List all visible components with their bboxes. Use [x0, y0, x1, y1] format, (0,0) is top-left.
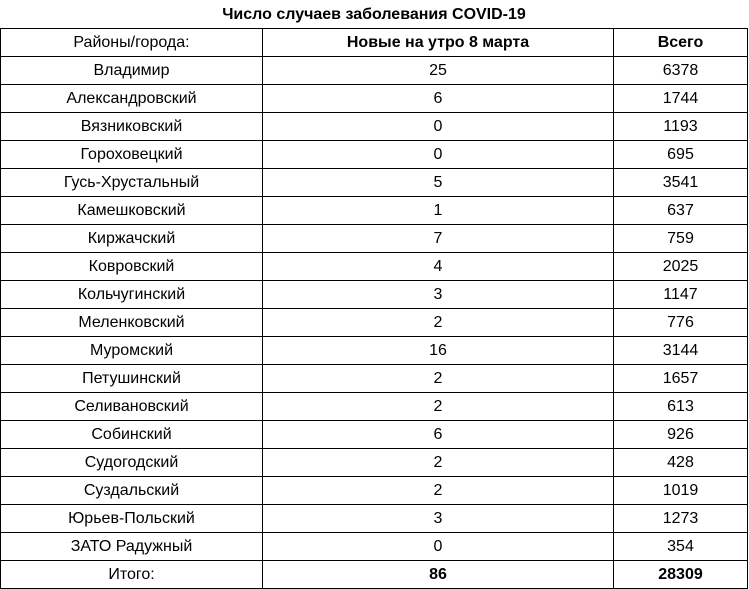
total-cases: 3541	[614, 169, 748, 197]
table-row	[1, 281, 748, 309]
table-row	[1, 57, 748, 85]
total-cases: 759	[614, 225, 748, 253]
table-row	[1, 421, 748, 449]
new-cases: 2	[263, 309, 614, 337]
table-row	[1, 225, 748, 253]
table-row	[1, 393, 748, 421]
header-new-cases: Новые на утро 8 марта	[263, 29, 614, 57]
district-name: Муромский	[1, 337, 263, 365]
total-cases: 613	[614, 393, 748, 421]
district-name: Вязниковский	[1, 113, 263, 141]
total-all-cases: 28309	[614, 561, 748, 589]
total-label: Итого:	[1, 561, 263, 589]
district-name: Меленковский	[1, 309, 263, 337]
district-name: Селивановский	[1, 393, 263, 421]
header-district: Районы/города:	[1, 29, 263, 57]
total-cases: 695	[614, 141, 748, 169]
district-name: Собинский	[1, 421, 263, 449]
title-row	[1, 2, 748, 29]
total-cases: 1744	[614, 85, 748, 113]
new-cases: 2	[263, 477, 614, 505]
table-row	[1, 505, 748, 533]
table-row	[1, 197, 748, 225]
table-row	[1, 113, 748, 141]
district-name: Гороховецкий	[1, 141, 263, 169]
total-cases: 6378	[614, 57, 748, 85]
total-cases: 3144	[614, 337, 748, 365]
total-cases: 1019	[614, 477, 748, 505]
new-cases: 6	[263, 85, 614, 113]
total-cases: 428	[614, 449, 748, 477]
district-name: ЗАТО Радужный	[1, 533, 263, 561]
district-name: Кольчугинский	[1, 281, 263, 309]
district-name: Владимир	[1, 57, 263, 85]
district-name: Судогодский	[1, 449, 263, 477]
district-name: Киржачский	[1, 225, 263, 253]
total-cases: 1193	[614, 113, 748, 141]
table-row	[1, 337, 748, 365]
district-name: Гусь-Хрустальный	[1, 169, 263, 197]
district-name: Юрьев-Польский	[1, 505, 263, 533]
new-cases: 3	[263, 281, 614, 309]
new-cases: 0	[263, 533, 614, 561]
total-cases: 637	[614, 197, 748, 225]
table-row	[1, 141, 748, 169]
total-row	[1, 561, 748, 589]
table-row	[1, 533, 748, 561]
table-title: Число случаев заболевания COVID-19	[222, 6, 526, 23]
new-cases: 3	[263, 505, 614, 533]
district-name: Ковровский	[1, 253, 263, 281]
new-cases: 6	[263, 421, 614, 449]
header-total: Всего	[614, 29, 748, 57]
total-cases: 354	[614, 533, 748, 561]
district-name: Петушинский	[1, 365, 263, 393]
total-cases: 1657	[614, 365, 748, 393]
total-cases: 776	[614, 309, 748, 337]
new-cases: 25	[263, 57, 614, 85]
new-cases: 0	[263, 113, 614, 141]
header-row	[1, 29, 748, 57]
new-cases: 5	[263, 169, 614, 197]
new-cases: 4	[263, 253, 614, 281]
total-new-cases: 86	[263, 561, 614, 589]
new-cases: 2	[263, 449, 614, 477]
new-cases: 2	[263, 393, 614, 421]
new-cases: 2	[263, 365, 614, 393]
table-row	[1, 477, 748, 505]
table-row	[1, 309, 748, 337]
table-row	[1, 253, 748, 281]
table-row	[1, 365, 748, 393]
district-name: Александровский	[1, 85, 263, 113]
total-cases: 2025	[614, 253, 748, 281]
new-cases: 1	[263, 197, 614, 225]
district-name: Камешковский	[1, 197, 263, 225]
table-row	[1, 449, 748, 477]
new-cases: 0	[263, 141, 614, 169]
district-name: Суздальский	[1, 477, 263, 505]
total-cases: 1147	[614, 281, 748, 309]
table-row	[1, 85, 748, 113]
covid-cases-table	[0, 2, 748, 589]
new-cases: 7	[263, 225, 614, 253]
new-cases: 16	[263, 337, 614, 365]
table-row	[1, 169, 748, 197]
total-cases: 926	[614, 421, 748, 449]
total-cases: 1273	[614, 505, 748, 533]
